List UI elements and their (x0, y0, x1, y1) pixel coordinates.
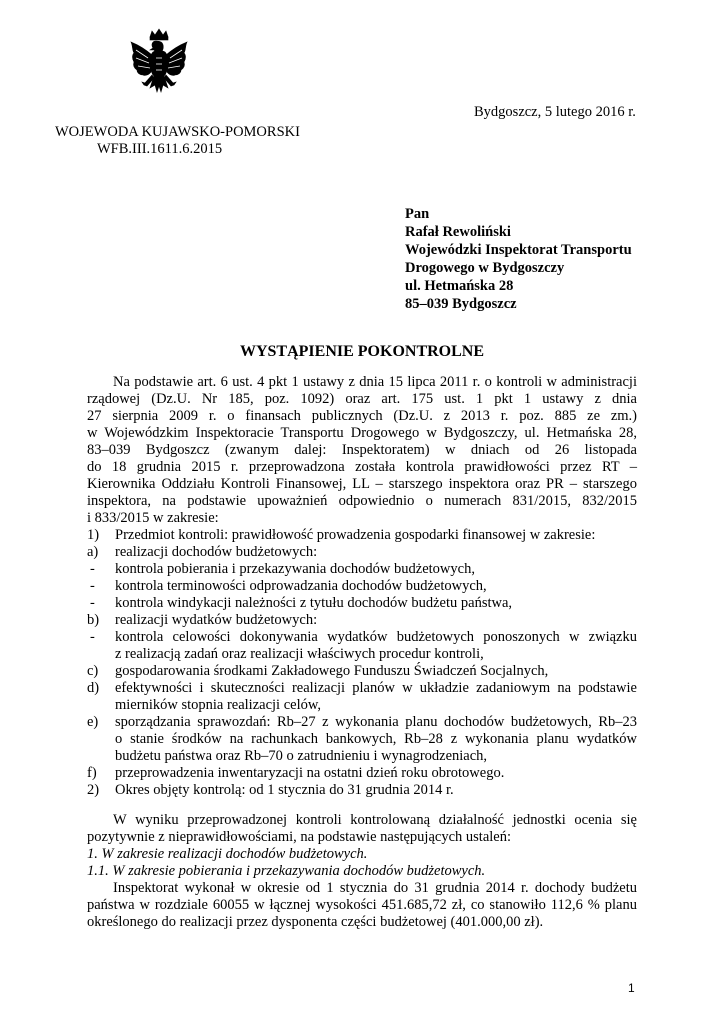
finding-line: państwa w rozdziale 60055 w łącznej wysokości 451.685,72 zł, co stanowiło 112,6 % planu (87, 897, 637, 913)
assessment-line: pozytywnie z nieprawidłowościami, na podstawie następujących ustaleń: (87, 829, 511, 845)
date-line: Bydgoszcz, 5 lutego 2016 r. (474, 104, 636, 120)
list-item: kontrola terminowości odprowadzania dochodów budżetowych, (115, 578, 487, 594)
section-heading: 1. W zakresie realizacji dochodów budżetowych. (87, 846, 368, 862)
list-item: Przedmiot kontroli: prawidłowość prowadzenia gospodarki finansowej w zakresie: (115, 527, 596, 543)
intro-line: inspektora, na podstawie upoważnień odpowiednio o numerach 831/2015, 832/2015 (87, 493, 637, 509)
intro-line: w Wojewódzkim Inspektoracie Transportu Drogowego w Bydgoszczy, ul. Hetmańska 28, (87, 425, 637, 441)
list-item: przeprowadzenia inwentaryzacji na ostatni dzień roku obrotowego. (115, 765, 505, 781)
polish-eagle-emblem (128, 28, 190, 98)
list-item: kontrola windykacji należności z tytułu dochodów budżetu państwa, (115, 595, 513, 611)
document-title: WYSTĄPIENIE POKONTROLNE (239, 343, 485, 360)
intro-line: 27 sierpnia 2009 r. o finansach publicznych (Dz.U. z 2013 r. poz. 885 ze zm.) (87, 408, 637, 424)
page-number: 1 (628, 981, 635, 995)
list-marker: f) (87, 765, 97, 781)
issuer-name: WOJEWODA KUJAWSKO-POMORSKI (55, 124, 300, 140)
subsection-heading: 1.1. W zakresie pobierania i przekazywania dochodów budżetowych. (87, 863, 486, 879)
recipient-name: Rafał Rewoliński (405, 224, 511, 240)
list-item: realizacji wydatków budżetowych: (115, 612, 318, 628)
list-marker: a) (87, 544, 99, 560)
list-marker: d) (87, 680, 100, 696)
list-marker: 2) (87, 782, 100, 798)
intro-line: rządowej (Dz.U. Nr 185, poz. 1092) oraz art. 175 ust. 1 pkt 1 ustawy z dnia (87, 391, 637, 407)
list-item-continuation: z realizacją zadań oraz realizacji właściwych procedur kontroli, (115, 646, 484, 662)
list-item: sporządzania sprawozdań: Rb–27 z wykonania planu dochodów budżetowych, Rb–23 (115, 714, 637, 730)
recipient-salutation: Pan (405, 206, 430, 222)
list-marker: e) (87, 714, 99, 730)
intro-line: i 833/2015 w zakresie: (87, 510, 219, 526)
list-item: realizacji dochodów budżetowych: (115, 544, 318, 560)
list-marker: - (90, 561, 95, 577)
finding-line: Inspektorat wykonał w okresie od 1 stycznia do 31 grudnia 2014 r. dochody budżetu (113, 880, 637, 896)
intro-line: do 18 grudnia 2015 r. przeprowadzona została kontrola prawidłowości przez RT – (87, 459, 637, 475)
list-item: efektywności i skuteczności realizacji planów w układzie zadaniowym na podstawie (115, 680, 637, 696)
list-marker: - (90, 578, 95, 594)
list-marker: 1) (87, 527, 100, 543)
finding-line: określonego do realizacji przez dysponenta części budżetowej (401.000,00 zł). (87, 914, 544, 930)
list-marker: c) (87, 663, 99, 679)
list-marker: - (90, 629, 95, 645)
recipient-org-line1: Wojewódzki Inspektorat Transportu (405, 242, 632, 258)
intro-line: Na podstawie art. 6 ust. 4 pkt 1 ustawy z dnia 15 lipca 2011 r. o kontroli w administracji (113, 374, 637, 390)
list-item: Okres objęty kontrolą: od 1 stycznia do 31 grudnia 2014 r. (115, 782, 454, 798)
list-item: kontrola celowości dokonywania wydatków budżetowych ponoszonych w związku (115, 629, 637, 645)
recipient-city: 85–039 Bydgoszcz (405, 296, 517, 312)
assessment-line: W wyniku przeprowadzonej kontroli kontrolowaną działalność jednostki ocenia się (113, 812, 637, 828)
recipient-org-line2: Drogowego w Bydgoszczy (405, 260, 565, 276)
list-marker: - (90, 595, 95, 611)
list-item-continuation: mierników stopnia realizacji celów, (115, 697, 322, 713)
intro-line: 83–039 Bydgoszcz (zwanym dalej: Inspektoratem) w dniach od 26 listopada (87, 442, 637, 458)
recipient-street: ul. Hetmańska 28 (405, 278, 514, 294)
list-marker: b) (87, 612, 100, 628)
intro-line: Kierownika Oddziału Kontroli Finansowej, LL – starszego inspektora oraz PR – starszego (87, 476, 637, 492)
list-item-continuation: o stanie środków na rachunkach bankowych, Rb–28 z wykonania planu wydatków (115, 731, 637, 747)
list-item: kontrola pobierania i przekazywania dochodów budżetowych, (115, 561, 475, 577)
issuer-reference: WFB.III.1611.6.2015 (97, 141, 223, 157)
list-item-continuation: budżetu państwa oraz Rb–70 o zatrudnieniu i wynagrodzeniach, (115, 748, 488, 764)
list-item: gospodarowania środkami Zakładowego Funduszu Świadczeń Socjalnych, (115, 663, 549, 679)
